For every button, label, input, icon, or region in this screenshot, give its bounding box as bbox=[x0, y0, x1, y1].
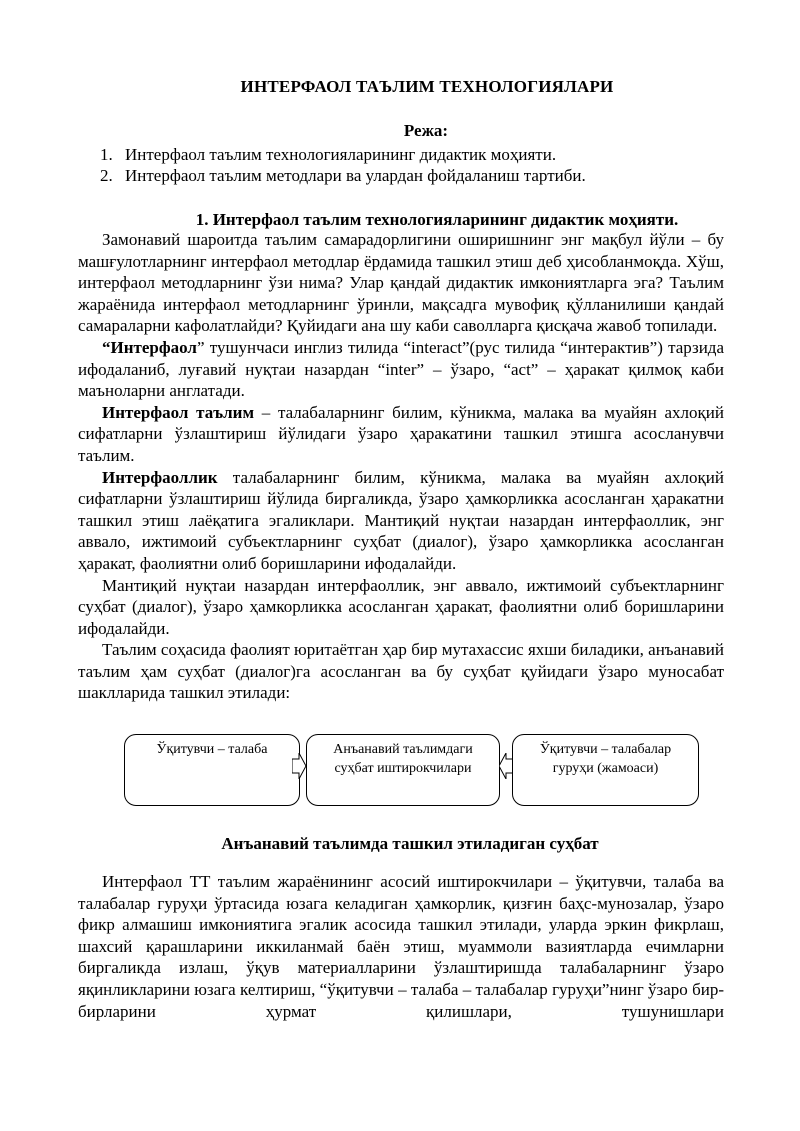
section-heading: 1. Интерфаол таълим технологияларининг дидактик моҳияти. bbox=[195, 210, 679, 229]
paragraph bbox=[78, 229, 724, 337]
paragraph-text: Таълим соҳасида фаолият юритаётган ҳар бир мутахассис яхши биладики, анъанавий таълим ҳам суҳбат (диалог)га асосланган ва бу суҳбат қуйидаги ўзаро муносабат шаклларида ташкил этилади: bbox=[78, 640, 724, 703]
paragraph-bold-lead: Интерфаоллик bbox=[102, 467, 218, 487]
final-paragraph-block bbox=[78, 871, 724, 1022]
paragraph-text: Мантиқий нуқтаи назардан интерфаоллик, энг аввало, ижтимоий субъектларнинг суҳбат (диалог), ўзаро ҳамкорликка асосланган ҳаракат, фаолиятни олиб боришларини ифодалайди. bbox=[78, 575, 724, 638]
diagram-box-label: гуруҳи (жамоаси) bbox=[552, 761, 659, 776]
dialogue-diagram bbox=[124, 734, 699, 808]
diagram-box-label: Ўқитувчи – талаба bbox=[156, 742, 268, 757]
arrow-left-icon bbox=[499, 753, 513, 779]
plan-item-text: Интерфаол таълим методлари ва улардан фойдаланиш тартиби. bbox=[125, 166, 586, 185]
paragraph-text: талабаларнинг билим, кўникма, малака ва муайян ахлоқий сифатларни ўзлаштириш йўлида биргаликда, ўзаро ҳамкорликка асосланган ҳаракатни ташкил этиш лаёқатига эгаликлари. Мантиқий нуқтаи назардан интерфаоллик, энг аввало, ижтимоий субъектларнинг суҳбат (диалог), ўзаро ҳамкорликка асосланган ҳаракат, фаолиятни олиб боришларини ифодалайди. bbox=[78, 467, 724, 573]
paragraph bbox=[78, 639, 724, 704]
diagram-caption: Анъанавий таълимда ташкил этиладиган суҳбат bbox=[221, 834, 599, 853]
paragraph bbox=[78, 467, 724, 575]
plan-list bbox=[100, 144, 700, 186]
diagram-box-label: суҳбат иштирокчилари bbox=[334, 761, 472, 776]
plan-item-number: 2. bbox=[100, 166, 113, 185]
paragraph-bold-lead: Интерфаол таълим bbox=[102, 402, 255, 422]
plan-item-number: 1. bbox=[100, 145, 113, 164]
body-paragraphs bbox=[78, 229, 724, 704]
paragraph-text: – талабаларнинг билим, кўникма, малака ва муайян ахлоқий сифатларни ўзлаштириш йўлидаги ўзаро ҳаракатини ташкил этишга асосланувчи таълим. bbox=[78, 402, 724, 465]
plan-item bbox=[100, 165, 700, 186]
paragraph bbox=[78, 575, 724, 640]
paragraph-text: ” тушунчаси инглиз тилида “interact”(рус тилида “интерактив”) тарзида ифодаланиб, луғавий нуқтаи назардан “inter” – ўзаро, “act” – ҳаракат қилмоқ каби маъноларни англатади. bbox=[78, 337, 724, 401]
plan-item-text: Интерфаол таълим технологияларининг дидактик моҳияти. bbox=[125, 145, 557, 164]
paragraph-bold-lead: “Интерфаол bbox=[102, 337, 197, 357]
document-title: ИНТЕРФАОЛ ТАЪЛИМ ТЕХНОЛОГИЯЛАРИ bbox=[240, 77, 614, 96]
diagram-box-teacher-group bbox=[512, 734, 699, 806]
diagram-box-participants bbox=[306, 734, 500, 806]
diagram-box-label: Анъанавий таълимдаги bbox=[333, 742, 473, 757]
arrow-right-icon bbox=[292, 753, 306, 779]
plan-item bbox=[100, 144, 700, 165]
paragraph-text: Замонавий шароитда таълим самарадорлигини оширишнинг энг мақбул йўли – бу машғулотларнинг интерфаол методлар ёрдамида ташкил этиш деб ҳисобланмоқда. Хўш, интерфаол методларнинг ўзи нима? Улар қандай дидактик имкониятларга эга? Таълим жараёнида интерфаол методларнинг ўринли, мақсадга мувофиқ қўлланилиши қандай самараларни кафолатлайди? Қуйидаги ана шу каби саволларга қисқача жавоб топилади. bbox=[78, 230, 724, 336]
paragraph bbox=[78, 337, 724, 402]
paragraph: Интерфаол ТТ таълим жараёнининг асосий иштирокчилари – ўқитувчи, талаба ва талабалар гуруҳи ўртасида юзага келадиган ҳамкорлик, қизғин баҳс-мунозалар, ўзаро фикр алмашиш имкониятига эгалик асосида ташкил этилади, уларда эркин фикрлаш, шахсий қарашларини иккиланмай баён этиш, муаммоли вазиятларда ечимларни биргаликда излаш, ўқув материалларини ўзлаштиришда талабаларнинг ўзаро яқинликларини юзага келтириш, “ўқитувчи – талаба – талабалар гуруҳи”нинг ўзаро бир-бирларини ҳурмат қилишлари, тушунишлари bbox=[78, 872, 724, 1021]
diagram-box-teacher-student bbox=[124, 734, 300, 806]
paragraph bbox=[78, 402, 724, 467]
plan-heading: Режа: bbox=[403, 121, 449, 140]
diagram-box-label: Ўқитувчи – талабалар bbox=[539, 742, 672, 757]
